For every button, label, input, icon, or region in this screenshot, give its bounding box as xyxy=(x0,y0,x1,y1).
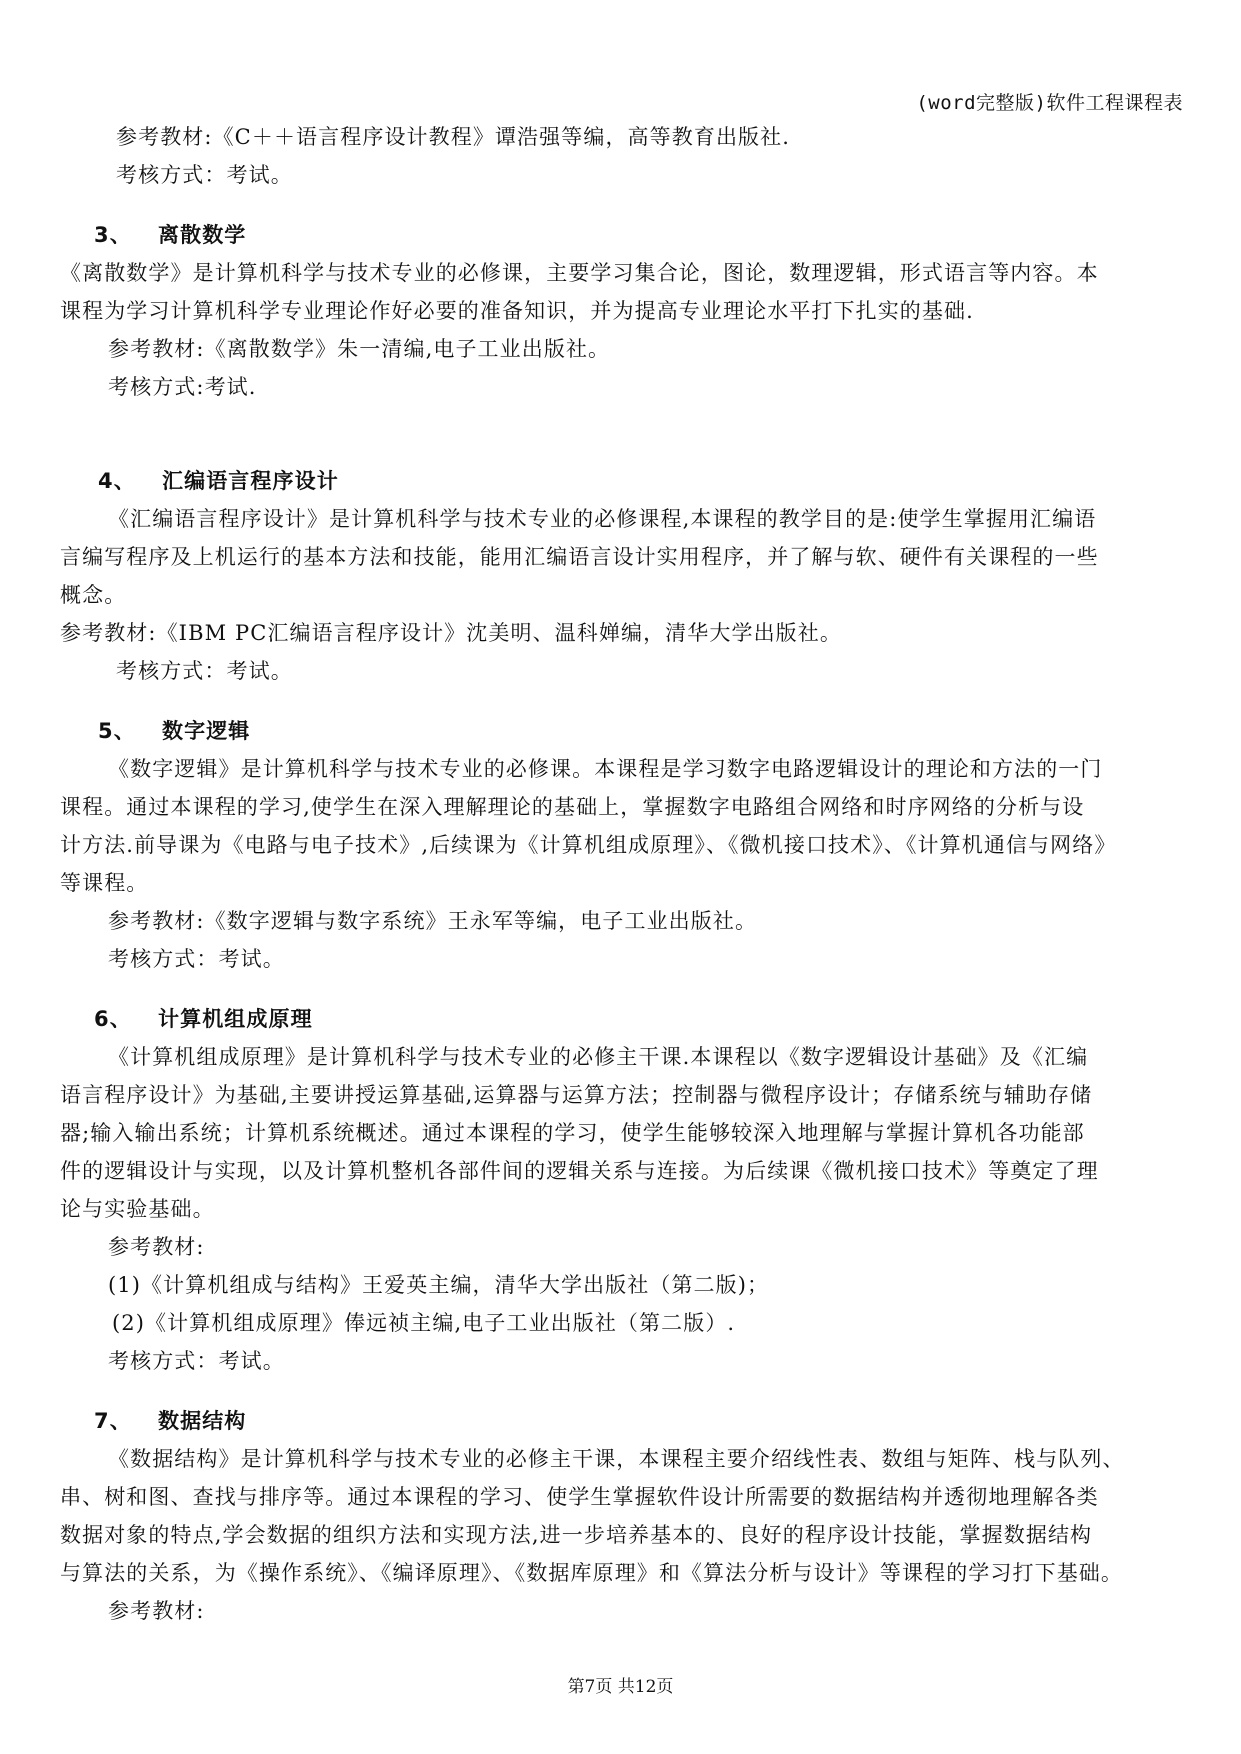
body-line: 参考教材:《数字逻辑与数字系统》王永军等编，电子工业出版社。 xyxy=(108,909,758,933)
body-line: 考核方式：考试。 xyxy=(108,1349,285,1373)
section-heading-6 xyxy=(60,1000,1180,1038)
body-line: 考核方式：考试。 xyxy=(116,659,293,683)
body-line: 《计算机组成原理》是计算机科学与技术专业的必修主干课.本课程以《数字逻辑设计基础》及《汇编 xyxy=(108,1045,1089,1069)
body-line: 《数字逻辑》是计算机科学与技术专业的必修课。本课程是学习数字电路逻辑设计的理论和方法的一门 xyxy=(108,757,1103,781)
body-line: 课程为学习计算机科学专业理论作好必要的准备知识，并为提高专业理论水平打下扎实的基础. xyxy=(60,299,974,323)
body-line: 《数据结构》是计算机科学与技术专业的必修主干课，本课程主要介绍线性表、数组与矩阵、栈与队列、 xyxy=(108,1447,1125,1471)
section-number: 3、 xyxy=(94,223,132,247)
body-line: 言编写程序及上机运行的基本方法和技能，能用汇编语言设计实用程序，并了解与软、硬件有关课程的一些 xyxy=(60,545,1099,569)
section-title: 数据结构 xyxy=(158,1409,247,1433)
section-number: 4、 xyxy=(98,469,136,493)
section-heading-4 xyxy=(60,462,1180,500)
section-number: 7、 xyxy=(94,1409,132,1433)
body-line: 与算法的关系，为《操作系统》、《编译原理》、《数据库原理》和《算法分析与设计》等课程的学习打下基础。 xyxy=(60,1561,1123,1585)
section-number: 6、 xyxy=(94,1007,132,1031)
body-line: 参考教材:《离散数学》朱一清编,电子工业出版社。 xyxy=(108,337,611,361)
body-line: 等课程。 xyxy=(60,871,149,895)
running-header: (word完整版)软件工程课程表 xyxy=(916,92,1183,114)
body-line: 考核方式:考试. xyxy=(108,375,257,399)
body-line: 语言程序设计》为基础,主要讲授运算基础,运算器与运算方法；控制器与微程序设计；存储系统与辅助存储 xyxy=(60,1083,1093,1107)
section-title: 离散数学 xyxy=(158,223,247,247)
body-line: 《离散数学》是计算机科学与技术专业的必修课，主要学习集合论，图论，数理逻辑，形式语言等内容。本 xyxy=(60,261,1099,285)
section-heading-5 xyxy=(60,712,1180,750)
body-line: 数据对象的特点,学会数据的组织方法和实现方法,进一步培养基本的、良好的程序设计技能，掌握数据结构 xyxy=(60,1523,1093,1547)
section-heading-7 xyxy=(60,1402,1180,1440)
body-line: (1)《计算机组成与结构》王爱英主编，清华大学出版社（第二版)； xyxy=(108,1273,770,1297)
body-line: 参考教材:《C＋＋语言程序设计教程》谭浩强等编，高等教育出版社. xyxy=(116,125,791,149)
body-line: 参考教材:《IBM PC汇编语言程序设计》沈美明、温科婵编，清华大学出版社。 xyxy=(60,621,842,645)
section-title: 数字逻辑 xyxy=(162,719,251,743)
body-line: 《汇编语言程序设计》是计算机科学与技术专业的必修课程,本课程的教学目的是:使学生掌握用汇编语 xyxy=(108,507,1097,531)
body-line: 串、树和图、查找与排序等。通过本课程的学习、使学生掌握软件设计所需要的数据结构并透彻地理解各类 xyxy=(60,1485,1099,1509)
body-line: 考核方式：考试。 xyxy=(108,947,285,971)
body-line: 参考教材: xyxy=(108,1235,205,1259)
body-line: 论与实验基础。 xyxy=(60,1197,215,1221)
body-line: 器;输入输出系统；计算机系统概述。通过本课程的学习，使学生能够较深入地理解与掌握计算机各功能部 xyxy=(60,1121,1085,1145)
page-number: 第7页 共12页 xyxy=(567,1677,674,1697)
body-line: 课程。通过本课程的学习,使学生在深入理解理论的基础上，掌握数字电路组合网络和时序网络的分析与设 xyxy=(60,795,1085,819)
section-title: 汇编语言程序设计 xyxy=(162,469,339,493)
body-line: 参考教材: xyxy=(108,1599,205,1623)
document-body xyxy=(60,118,1180,1630)
section-title: 计算机组成原理 xyxy=(158,1007,313,1031)
section-number: 5、 xyxy=(98,719,136,743)
section-heading-3 xyxy=(60,216,1180,254)
body-line: 概念。 xyxy=(60,583,127,607)
body-line: (2)《计算机组成原理》俸远祯主编,电子工业出版社（第二版）. xyxy=(112,1311,736,1335)
body-line: 考核方式：考试。 xyxy=(116,163,293,187)
body-line: 计方法.前导课为《电路与电子技术》,后续课为《计算机组成原理》、《微机接口技术》、《计算机通信与网络》 xyxy=(60,833,1117,857)
body-line: 件的逻辑设计与实现，以及计算机整机各部件间的逻辑关系与连接。为后续课《微机接口技术》等奠定了理 xyxy=(60,1159,1099,1183)
